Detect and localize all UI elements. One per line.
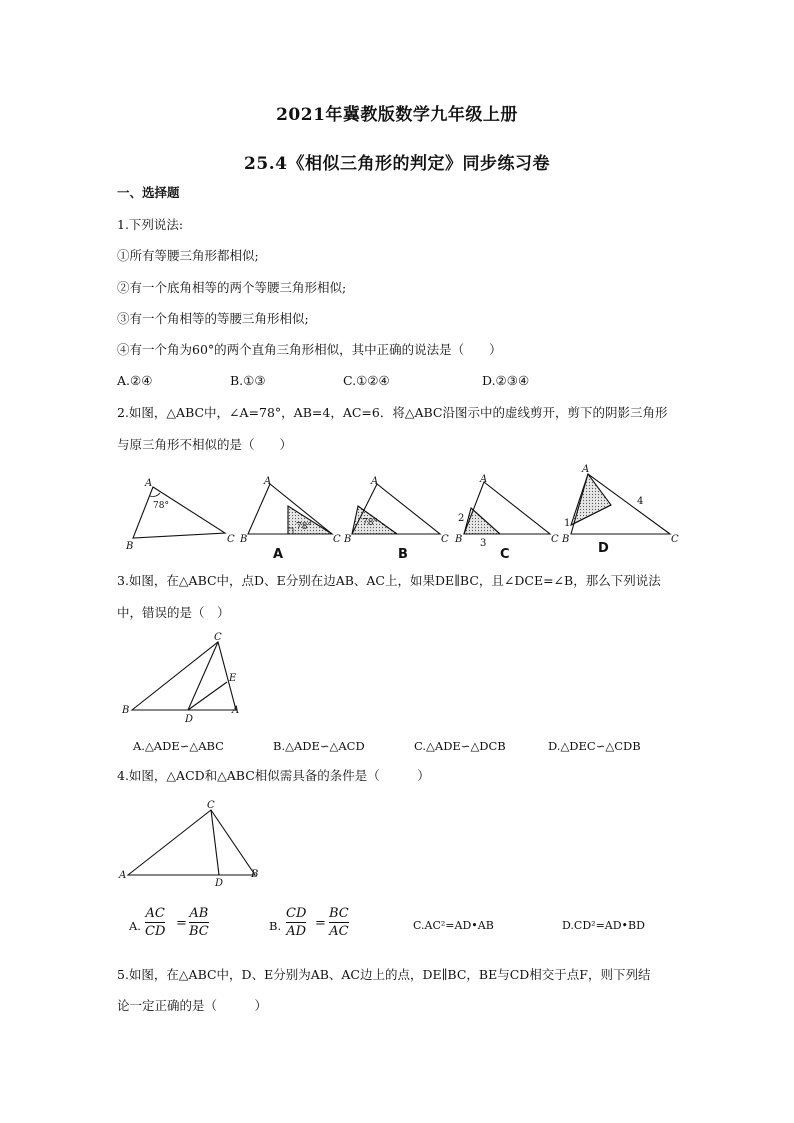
q4-option-b-fraction-2: BC AC — [329, 906, 349, 939]
svg-text:A: A — [480, 474, 488, 485]
q1-option-b: B.①③ — [230, 373, 266, 388]
doc-title-1: 2021年冀教版数学九年级上册 — [276, 105, 518, 125]
svg-text:C: C — [214, 632, 222, 643]
q1-stem: 1.下列说法: — [117, 217, 184, 232]
doc-title-2: 25.4《相似三角形的判定》同步练习卷 — [244, 154, 550, 174]
svg-text:D: D — [185, 714, 194, 725]
svg-text:2: 2 — [458, 513, 465, 524]
q3-line-2: 中，错误的是（ ） — [117, 605, 230, 620]
q1-statement-2: ②有一个底角相等的两个等腰三角形相似; — [117, 280, 347, 295]
q2-option-a-figure — [239, 476, 341, 562]
q4-option-a-fraction-2: AB BC — [189, 906, 209, 939]
q4-option-b-equals: = — [315, 916, 326, 931]
svg-text:D: D — [215, 878, 224, 889]
svg-text:1: 1 — [564, 518, 571, 529]
svg-text:A: A — [371, 476, 379, 487]
q3-option-b: B.△ADE∽△ACD — [273, 739, 365, 753]
q1-option-c: C.①②④ — [343, 373, 390, 388]
q4-option-b-label: B. — [269, 919, 282, 933]
svg-text:A: A — [232, 705, 240, 716]
svg-text:E: E — [229, 673, 237, 684]
svg-text:B: B — [251, 869, 259, 880]
svg-text:A: A — [264, 476, 272, 487]
q2-original-triangle — [125, 478, 235, 552]
svg-text:78°: 78° — [362, 518, 378, 528]
svg-text:B: B — [240, 534, 248, 545]
q2-figure — [0, 460, 794, 580]
q2-option-c-figure — [454, 474, 559, 562]
svg-text:C: C — [500, 547, 510, 562]
q1-statement-1: ①所有等腰三角形都相似; — [117, 248, 259, 263]
q2-line-1: 2.如图，△ABC中，∠A=78°，AB=4，AC=6．将△ABC沿图示中的虚线剪开，剪下的阴影三角形 — [117, 405, 668, 420]
q4-option-a-equals: = — [176, 916, 187, 931]
svg-text:B: B — [126, 541, 134, 552]
q4-option-d: D.CD²=AD•BD — [562, 919, 645, 932]
q3-option-a: A.△ADE∽△ABC — [133, 739, 224, 753]
q2-line-2: 与原三角形不相似的是（ ） — [117, 437, 293, 452]
svg-text:A: A — [145, 478, 153, 489]
q5-line-1: 5.如图，在△ABC中，D、E分别为AB、AC边上的点，DE∥BC，BE与CD相交于点F，则下列结 — [117, 967, 651, 982]
svg-text:C: C — [551, 534, 559, 545]
section-heading: 一、选择题 — [117, 185, 180, 200]
q3-option-c: C.△ADE∽△DCB — [414, 739, 506, 753]
svg-text:A: A — [273, 547, 284, 562]
q4-option-c: C.AC²=AD•AB — [413, 919, 494, 932]
svg-text:3: 3 — [480, 538, 487, 549]
q4-option-b-fraction-1: CD AD — [286, 906, 307, 939]
q4-option-a-label: A. — [129, 919, 141, 933]
svg-text:C: C — [441, 534, 449, 545]
svg-text:78°: 78° — [296, 522, 312, 532]
svg-text:B: B — [398, 547, 408, 562]
q1-option-d: D.②③④ — [482, 373, 530, 388]
svg-text:A: A — [582, 464, 590, 475]
q2-option-b-figure — [343, 476, 449, 562]
svg-text:B: B — [562, 534, 570, 545]
q3-option-d: D.△DEC∽△CDB — [548, 739, 641, 753]
svg-text:B: B — [122, 705, 130, 716]
svg-text:C: C — [227, 534, 235, 545]
q4-line-1: 4.如图，△ACD和△ABC相似需具备的条件是（ ） — [117, 768, 430, 783]
svg-text:B: B — [344, 534, 352, 545]
svg-text:B: B — [455, 534, 463, 545]
svg-text:4: 4 — [637, 496, 644, 507]
svg-text:C: C — [671, 534, 679, 545]
q4-figure — [115, 798, 295, 888]
q1-statement-3: ③有一个角相等的等腰三角形相似; — [117, 311, 309, 326]
q1-statement-4: ④有一个角为60°的两个直角三角形相似，其中正确的说法是（ ） — [117, 342, 502, 357]
q3-line-1: 3.如图，在△ABC中，点D、E分别在边AB、AC上，如果DE∥BC，且∠DCE=∠B，那么下列说法 — [117, 573, 661, 588]
q2-option-d-figure — [561, 464, 679, 556]
svg-text:C: C — [207, 800, 215, 811]
q1-option-a: A.②④ — [117, 373, 153, 388]
q5-line-2: 论一定正确的是（ ） — [117, 998, 268, 1013]
svg-text:D: D — [598, 541, 609, 556]
svg-text:C: C — [333, 534, 341, 545]
svg-text:A: A — [119, 870, 127, 881]
svg-text:78°: 78° — [153, 501, 169, 511]
q3-figure — [110, 630, 310, 730]
q4-option-a-fraction-1: AC CD — [145, 906, 166, 939]
